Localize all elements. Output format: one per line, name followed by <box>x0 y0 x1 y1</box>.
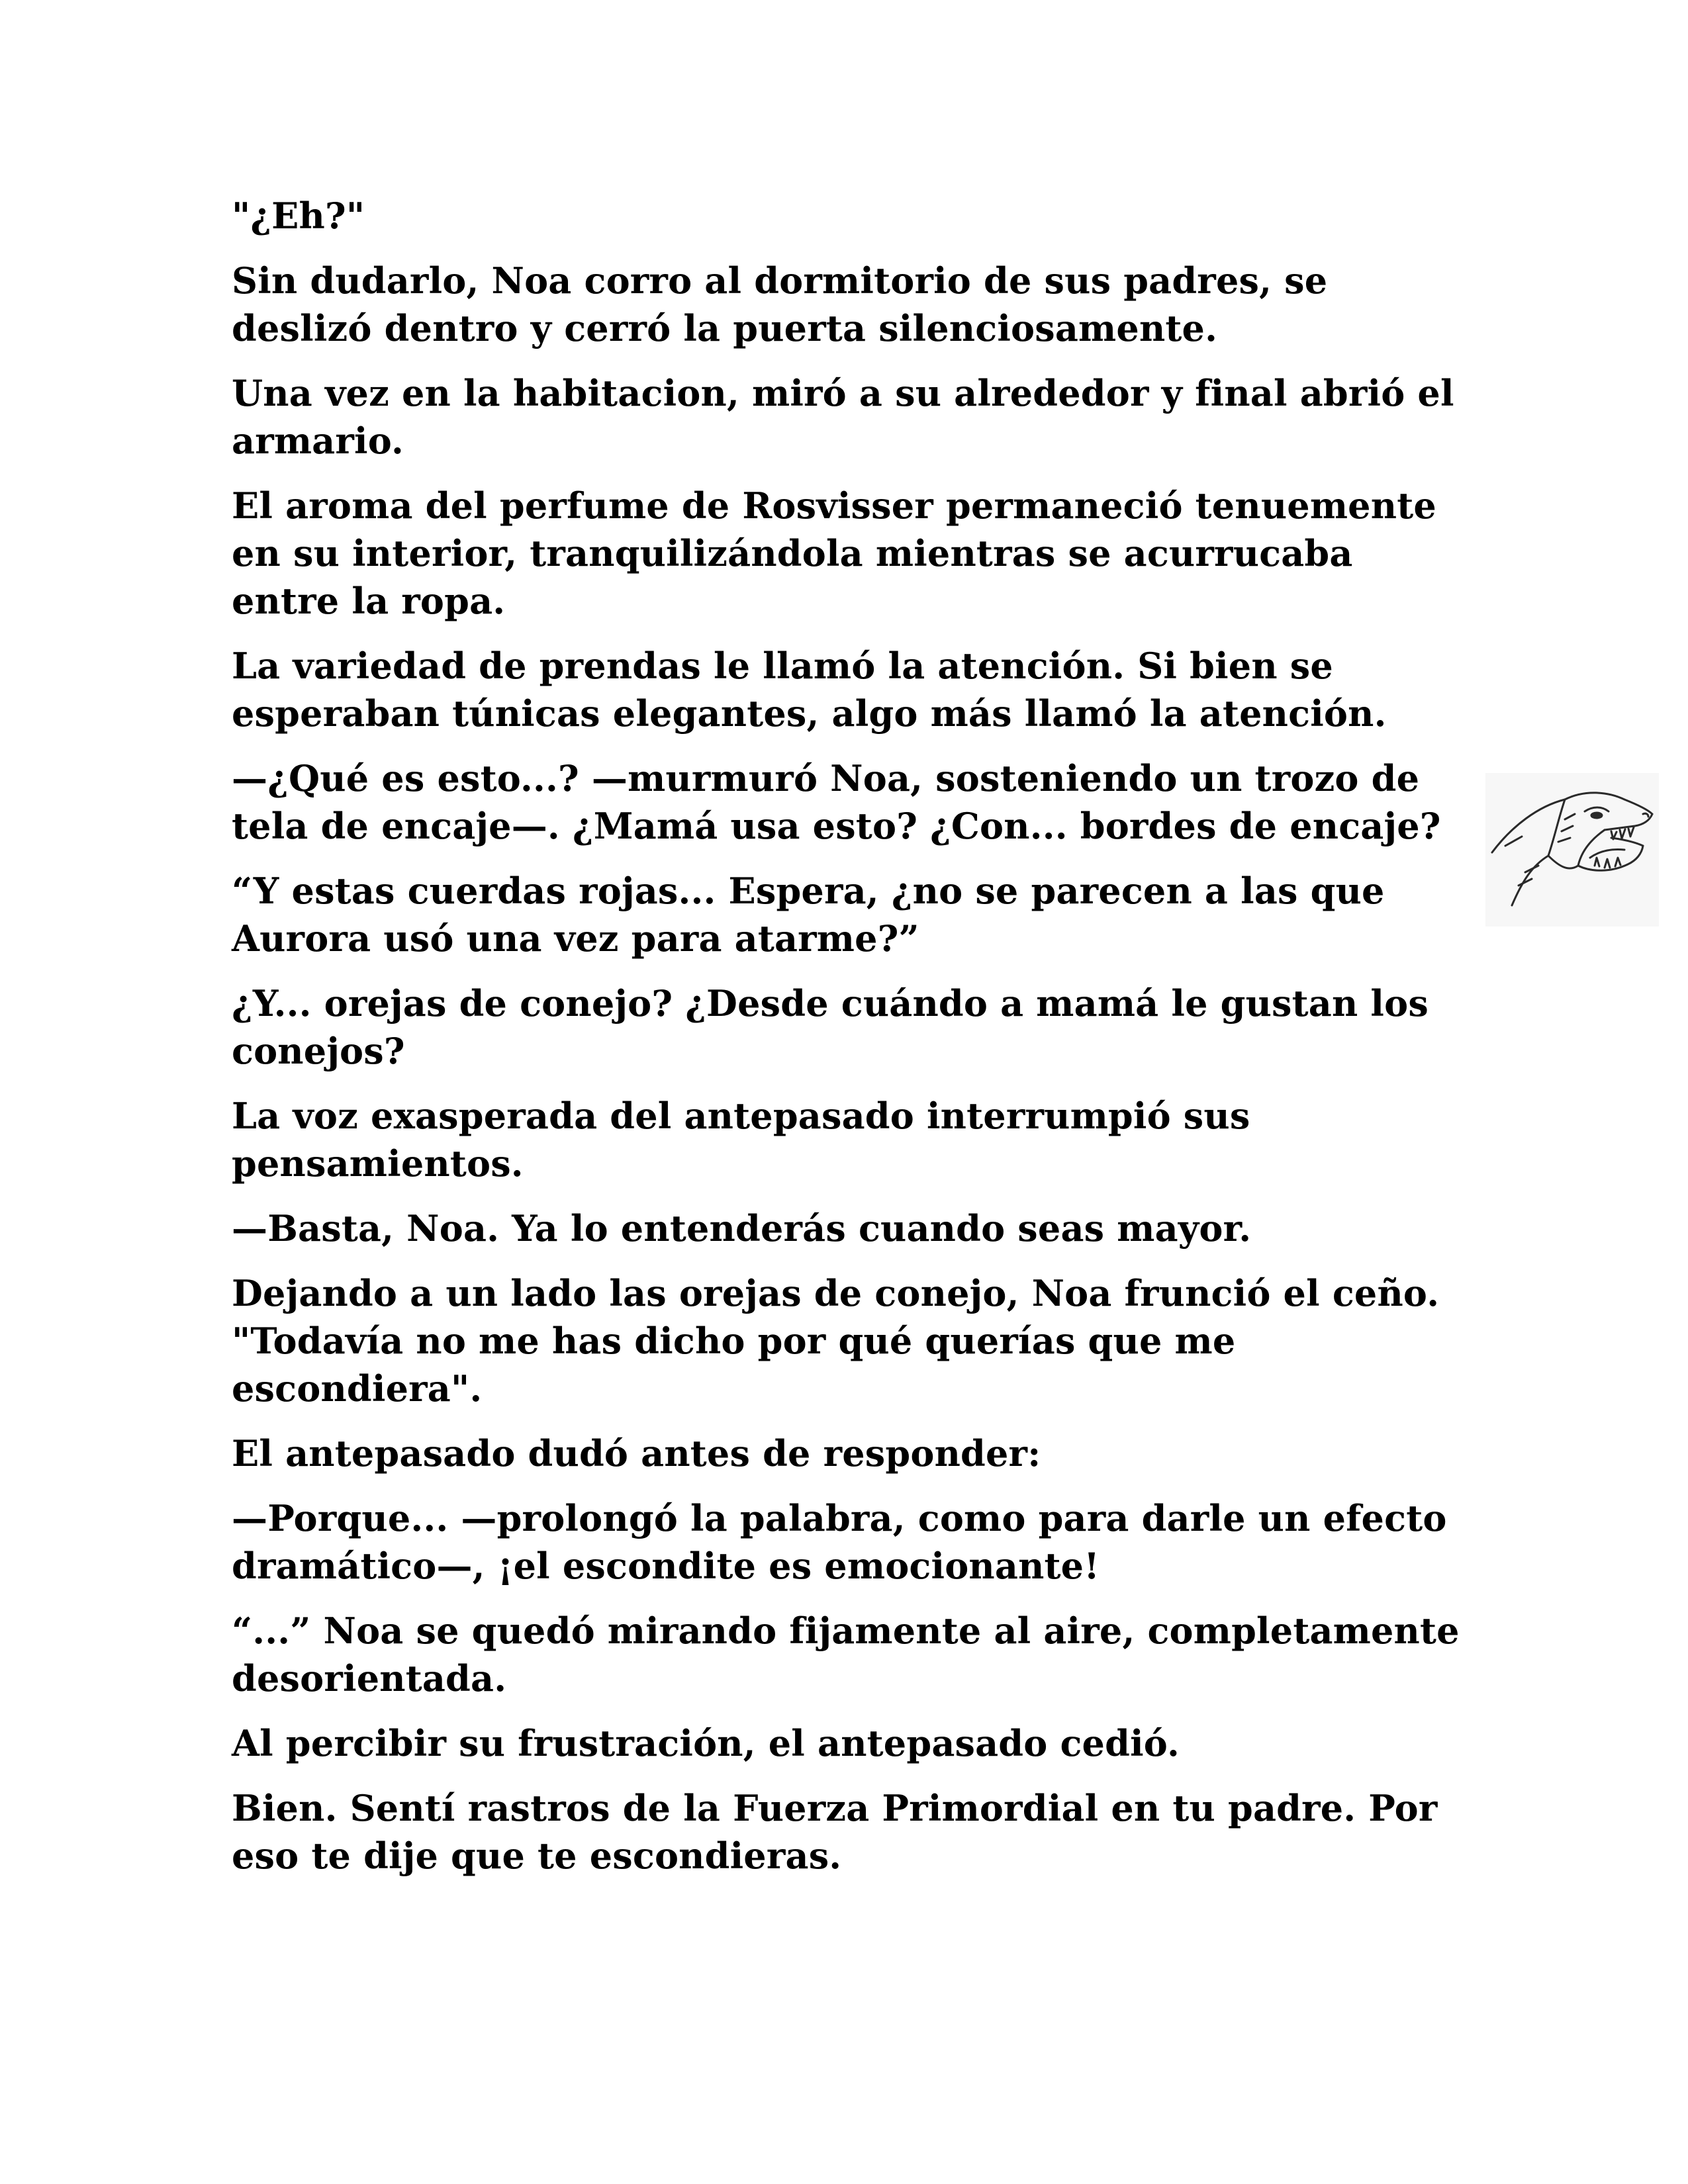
paragraph: —Porque... —prolongó la palabra, como para darle un efecto dramático—, ¡el escondite es emocionante! <box>232 1497 1447 1587</box>
paragraph: El aroma del perfume de Rosvisser permaneció tenuemente en su interior, tranquilizándola mientras se acurrucaba entre la ropa. <box>232 484 1436 622</box>
paragraph: —Basta, Noa. Ya lo entenderás cuando seas mayor. <box>232 1207 1252 1250</box>
dinosaur-head-sketch-icon <box>1485 773 1659 927</box>
paragraph: El antepasado dudó antes de responder: <box>232 1432 1041 1475</box>
paragraph: “Y estas cuerdas rojas... Espera, ¿no se parecen a las que Aurora usó una vez para atarme?” <box>232 870 1385 960</box>
paragraph: La variedad de prendas le llamó la atención. Si bien se esperaban túnicas elegantes, algo más llamó la atención. <box>232 645 1387 735</box>
paragraph: —¿Qué es esto...? —murmuró Noa, sosteniendo un trozo de tela de encaje—. ¿Mamá usa esto? ¿Con... bordes de encaje? <box>232 757 1441 847</box>
paragraph: "¿Eh?" <box>232 195 365 237</box>
paragraph: Dejando a un lado las orejas de conejo, Noa frunció el ceño. "Todavía no me has dicho por qué querías que me escondiera". <box>232 1272 1440 1410</box>
paragraph: “...” Noa se quedó mirando fijamente al aire, completamente desorientada. <box>232 1610 1460 1700</box>
paragraph: La voz exasperada del antepasado interrumpió sus pensamientos. <box>232 1095 1250 1185</box>
paragraph: Sin dudarlo, Noa corro al dormitorio de sus padres, se deslizó dentro y cerró la puerta silenciosamente. <box>232 259 1328 349</box>
story-text <box>232 192 1463 1897</box>
paragraph: Al percibir su frustración, el antepasado cedió. <box>232 1722 1180 1764</box>
paragraph: Bien. Sentí rastros de la Fuerza Primordial en tu padre. Por eso te dije que te escondieras. <box>232 1787 1438 1877</box>
paragraph: Una vez en la habitacion, miró a su alrededor y final abrió el armario. <box>232 372 1454 462</box>
paragraph: ¿Y... orejas de conejo? ¿Desde cuándo a mamá le gustan los conejos? <box>232 982 1429 1072</box>
